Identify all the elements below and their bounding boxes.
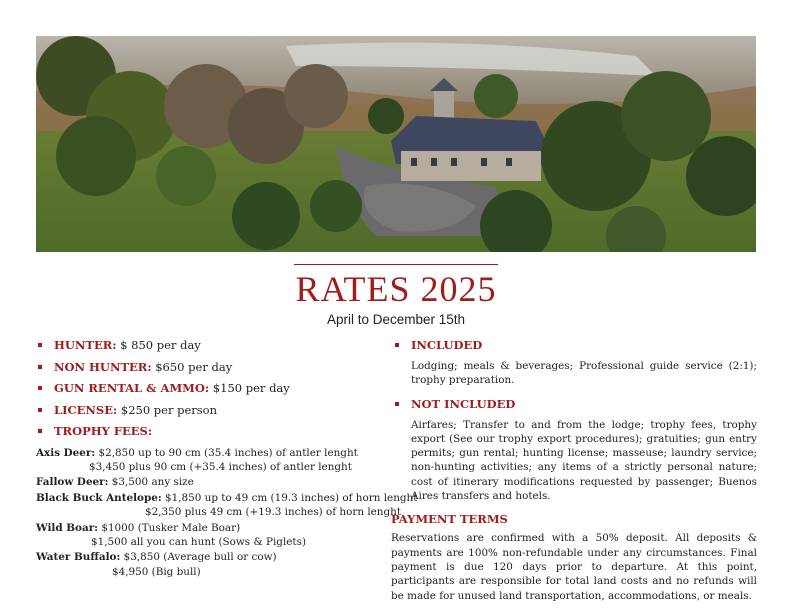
fee-fallow-deer: Fallow Deer: $3,500 any size <box>36 476 194 489</box>
payment-terms-heading: PAYMENT TERMS <box>391 512 508 527</box>
payment-terms-text: Reservations are confirmed with a 50% deposit. All deposits & payments are 100% non-refundable under any circumstances. Final payment is due 120 days prior to departure. At this point, participants are responsible for total land costs and no refunds will be made for unused land transportation, accommodations, or meals. <box>391 532 757 602</box>
not-included-heading: NOT INCLUDED <box>391 396 757 412</box>
rates-list <box>36 337 381 445</box>
trophy-fees-list <box>36 446 418 580</box>
estate-aerial-photo <box>36 36 756 252</box>
page-title: RATES 2025 <box>295 269 497 309</box>
fee-axis-deer: Axis Deer: $2,850 up to 90 cm (35.4 inches) of antler lenght $3,450 plus 90 cm (+35.4 inches) of antler lenght <box>36 446 358 473</box>
rates-column <box>36 337 418 579</box>
fee-wild-boar: Wild Boar: $1000 (Tusker Male Boar) $1,500 all you can hunt (Sows & Piglets) <box>36 521 306 548</box>
rate-hunter: HUNTER: $ 850 per day <box>36 337 381 359</box>
rate-trophy-fees: TROPHY FEES: <box>36 423 381 445</box>
rate-non-hunter: NON HUNTER: $650 per day <box>36 359 381 381</box>
fee-water-buffalo: Water Buffalo: $3,850 (Average bull or cow) $4,950 (Big bull) <box>36 551 277 578</box>
page-subtitle: April to December 15th <box>326 312 466 327</box>
included-heading: INCLUDED <box>391 337 757 353</box>
rate-license: LICENSE: $250 per person <box>36 402 381 424</box>
rate-gun-rental: GUN RENTAL & AMMO: $150 per day <box>36 380 381 402</box>
not-included-text: Airfares; Transfer to and from the lodge; trophy fees, trophy export (See our trophy export procedures); gratuities; gun entry permits; gun rental; hunting license; masseuse; laundry service; non-hunting activities; any items of a strictly personal nature; cost of itinerary modifications requested by passenger; Buenos Aires transfers and hotels. <box>411 418 757 503</box>
fee-black-buck: Black Buck Antelope: $1,850 up to 49 cm (19.3 inches) of horn lenght $2,350 plus 49 cm (+19.3 inches) of horn lenght <box>36 491 418 519</box>
included-text: Lodging; meals & beverages; Professional guide service (2:1); trophy preparation. <box>411 360 757 387</box>
terms-column <box>391 337 757 603</box>
title-divider <box>294 264 498 265</box>
